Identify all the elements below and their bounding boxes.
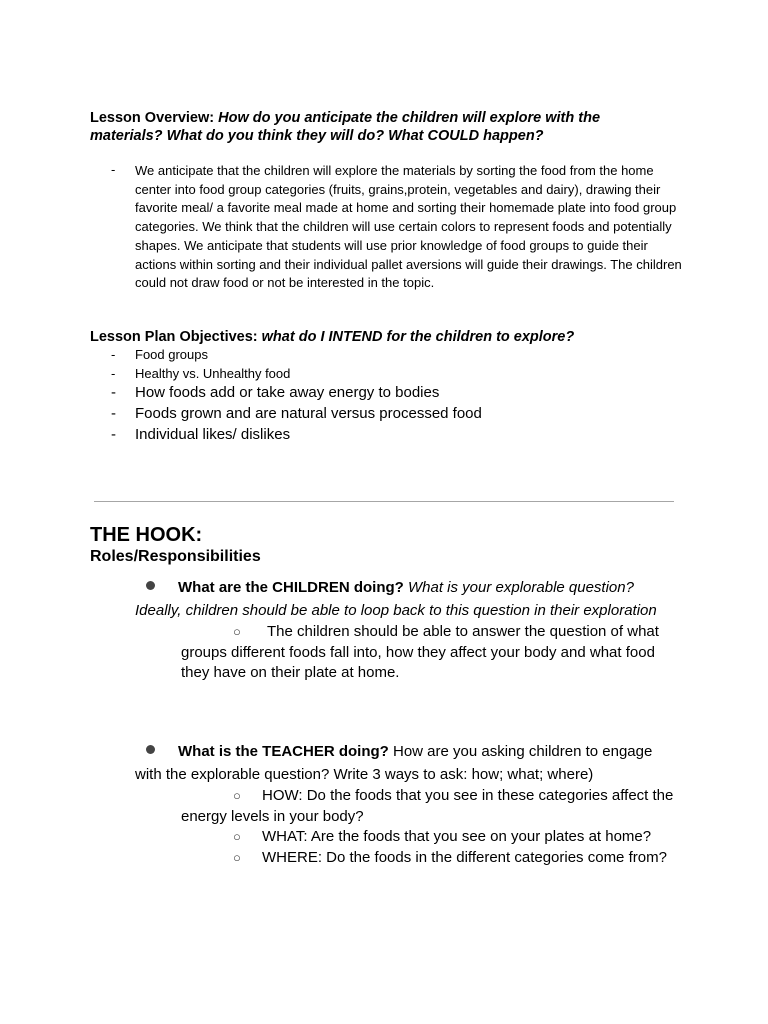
horizontal-divider [94,501,674,502]
objective-item [111,366,290,381]
what-question: WHAT: Are the foods that you see on your plates at home? [262,828,652,845]
how-question-line1: HOW: Do the foods that you see in these categories affect the [262,787,674,804]
objective-text: Healthy vs. Unhealthy food [135,366,291,381]
hollow-bullet-icon: ○ [233,850,241,865]
objectives-question: what do I INTEND for the children to explore? [261,329,575,345]
bullet-icon [146,745,155,754]
objectives-heading [90,329,574,345]
lesson-overview-question-line2: materials? What do you think they will do? What COULD happen? [90,128,544,144]
children-prompt-line2: Ideally, children should be able to loop back to this question in their exploration [135,602,657,619]
objective-dash: - [111,426,116,443]
teacher-prompt-line1: How are you asking children to engage [393,743,653,760]
objective-item [111,426,290,443]
hook-title: THE HOOK: [90,524,203,546]
teacher-prompt [178,743,652,760]
objective-item [111,384,439,401]
children-prompt-line1: What is your explorable question? [408,579,634,596]
lesson-overview-heading [90,109,600,145]
children-answer-line2: groups different foods fall into, how they affect your body and what food [181,644,655,661]
objective-dash: - [111,366,116,381]
lesson-overview-question-line1: How do you anticipate the children will explore with the [218,110,601,126]
where-question: WHERE: Do the foods in the different categories come from? [262,849,667,866]
children-answer-line3: they have on their plate at home. [181,664,400,681]
children-prompt [178,579,634,596]
objectives-label: Lesson Plan Objectives: [90,329,258,345]
lesson-overview-label: Lesson Overview: [90,110,215,126]
overview-dash: - [111,162,116,177]
objective-text: Individual likes/ dislikes [135,426,291,443]
lesson-overview-paragraph: We anticipate that the children will explore the materials by sorting the food from the home center into food group categories (fruits, grains,protein, vegetables and dairy), drawing their favorite meal/ a favorite meal made at home and sorting their homemade plate into food group categories. We think that the children will use certain colors to represent foods and potentially shapes. We anticipate that students will use prior knowledge of food groups to guide their actions within sorting and their individual pallet aversions will guide their drawings. The children could not draw food or not be interested in the topic. [135,163,682,291]
hollow-bullet-icon: ○ [233,624,241,639]
objective-item [111,405,482,422]
roles-responsibilities-heading: Roles/Responsibilities [90,548,261,565]
objective-text: How foods add or take away energy to bodies [135,384,440,401]
bullet-icon [146,581,155,590]
objective-text: Food groups [135,347,208,362]
objective-dash: - [111,405,116,422]
objective-dash: - [111,384,116,401]
children-label: What are the CHILDREN doing? [178,579,404,596]
hollow-bullet-icon: ○ [233,829,241,844]
objective-text: Foods grown and are natural versus processed food [135,405,482,422]
teacher-prompt-line2: with the explorable question? Write 3 ways to ask: how; what; where) [135,766,594,783]
objective-dash: - [111,347,116,362]
teacher-label: What is the TEACHER doing? [178,743,389,760]
objective-item [111,347,208,362]
children-answer-line1: The children should be able to answer the question of what [267,623,659,640]
how-question-line2: energy levels in your body? [181,808,364,825]
hollow-bullet-icon: ○ [233,788,241,803]
